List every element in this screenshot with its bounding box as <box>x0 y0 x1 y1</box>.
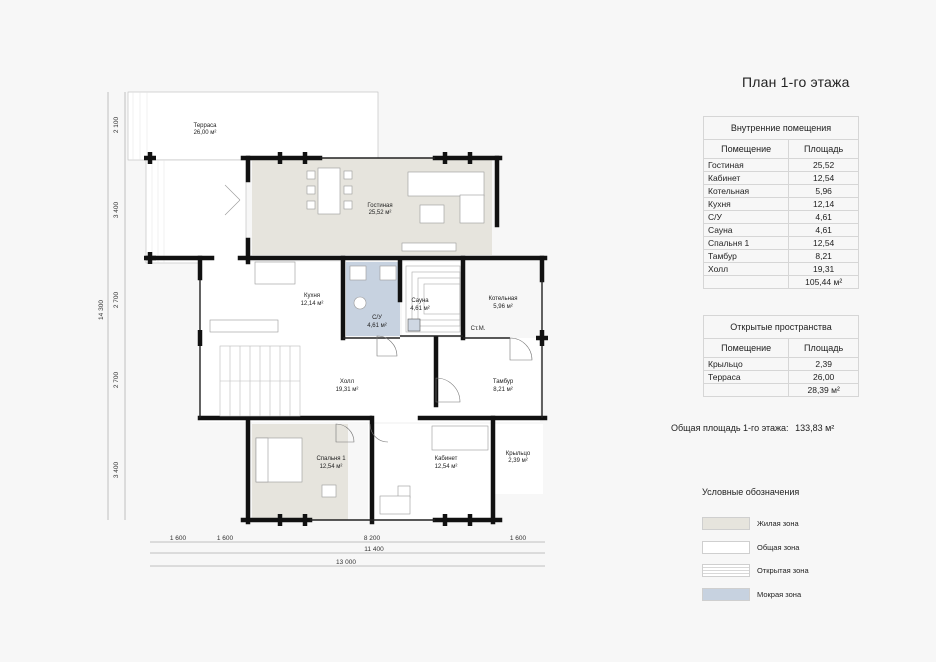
room-porch-name: Крыльцо <box>505 451 531 457</box>
room-bedroom-area: 12,54 м² <box>319 464 343 470</box>
room-sauna-name: Сауна <box>411 298 429 304</box>
interior-table-caption: Внутренние помещения <box>704 117 859 140</box>
dim-bottom-1: 1 600 <box>216 535 234 542</box>
legend-swatch-open <box>702 564 750 577</box>
cell-area: 25,52 <box>789 159 859 172</box>
cell-room: Крыльцо <box>704 358 789 371</box>
cell-area: 2,39 <box>789 358 859 371</box>
room-living-area: 25,52 м² <box>368 210 392 216</box>
table-row <box>704 172 859 185</box>
cell-area: 4,61 <box>789 224 859 237</box>
room-porch-area: 2,39 м² <box>508 458 528 464</box>
dim-left-1: 3 400 <box>113 201 120 219</box>
open-table <box>703 315 859 397</box>
page-title: План 1-го этажа <box>742 74 850 90</box>
room-office-area: 12,54 м² <box>434 464 458 470</box>
cell-area: 12,54 <box>789 237 859 250</box>
table-row <box>704 224 859 237</box>
room-wc-name: С/У <box>372 315 382 321</box>
dim-left-2: 2 700 <box>113 291 120 309</box>
legend-title: Условные обозначения <box>702 487 800 497</box>
cell-area: 8,21 <box>789 250 859 263</box>
room-office-name: Кабинет <box>434 456 458 462</box>
open-col-area: Площадь <box>789 339 859 358</box>
dim-bottom-row3: 13 000 <box>336 559 356 566</box>
room-vestibule-name: Тамбур <box>492 379 514 385</box>
room-terrace-area: 26,00 м² <box>193 130 217 136</box>
dim-bottom-2: 8 200 <box>363 535 381 542</box>
open-total: 28,39 м² <box>789 384 859 397</box>
total-area-value: 133,83 м² <box>795 423 835 433</box>
table-row <box>704 198 859 211</box>
room-terrace-name: Терраса <box>193 123 217 129</box>
room-kitchen-area: 12,14 м² <box>300 301 324 307</box>
cell-area: 4,61 <box>789 211 859 224</box>
legend-swatch-common <box>702 541 750 554</box>
total-area <box>671 423 834 433</box>
cell-room: Кабинет <box>704 172 789 185</box>
interior-total: 105,44 м² <box>789 276 859 289</box>
open-col-room: Помещение <box>704 339 789 358</box>
cell-room: Тамбур <box>704 250 789 263</box>
room-boiler-mark: Ст.М. <box>470 326 486 332</box>
cell-room: Холл <box>704 263 789 276</box>
room-bedroom-name: Спальня 1 <box>316 456 346 462</box>
legend-label-common: Общая зона <box>757 543 800 552</box>
total-area-label: Общая площадь 1-го этажа: <box>671 423 789 433</box>
cell-room: Сауна <box>704 224 789 237</box>
cell-room: Кухня <box>704 198 789 211</box>
table-row <box>704 371 859 384</box>
room-hall-area: 19,31 м² <box>335 387 359 393</box>
room-sauna-area: 4,61 м² <box>410 306 430 312</box>
dim-bottom-0: 1 600 <box>169 535 187 542</box>
table-row <box>704 263 859 276</box>
room-hall-name: Холл <box>339 379 355 385</box>
cell-room: С/У <box>704 211 789 224</box>
cell-room: Котельная <box>704 185 789 198</box>
table-row <box>704 250 859 263</box>
interior-col-area: Площадь <box>789 140 859 159</box>
table-row <box>704 211 859 224</box>
dim-bottom-3: 1 600 <box>509 535 527 542</box>
staircase <box>220 346 300 416</box>
legend-swatch-wet <box>702 588 750 601</box>
room-boiler-name: Котельная <box>488 296 518 302</box>
open-table-caption: Открытые пространства <box>704 316 859 339</box>
table-row <box>704 185 859 198</box>
cell-area: 26,00 <box>789 371 859 384</box>
interior-col-room: Помещение <box>704 140 789 159</box>
legend-label-wet: Мокрая зона <box>757 590 802 599</box>
table-total-row <box>704 384 859 397</box>
table-row <box>704 159 859 172</box>
cell-area: 5,96 <box>789 185 859 198</box>
dim-left-4: 3 400 <box>113 461 120 479</box>
cell-room: Терраса <box>704 371 789 384</box>
cell-room: Спальня 1 <box>704 237 789 250</box>
legend-label-open: Открытая зона <box>757 566 809 575</box>
legend-label-living: Жилая зона <box>757 519 799 528</box>
room-boiler-area: 5,96 м² <box>493 304 513 310</box>
table-row <box>704 237 859 250</box>
interior-table <box>703 116 859 289</box>
dim-left-3: 2 700 <box>113 371 120 389</box>
legend-swatch-living <box>702 517 750 530</box>
table-row <box>704 358 859 371</box>
dim-left-0: 2 100 <box>113 116 120 134</box>
room-vestibule-area: 8,21 м² <box>493 387 513 393</box>
cell-area: 12,54 <box>789 172 859 185</box>
cell-area: 12,14 <box>789 198 859 211</box>
cell-area: 19,31 <box>789 263 859 276</box>
room-living-name: Гостиная <box>367 203 393 209</box>
cell-room: Гостиная <box>704 159 789 172</box>
table-total-row <box>704 276 859 289</box>
room-kitchen-name: Кухня <box>303 293 321 299</box>
dim-total-left: 14 300 <box>98 300 105 320</box>
room-wc-area: 4,61 м² <box>367 323 387 329</box>
dim-bottom-row2: 11 400 <box>364 546 384 553</box>
